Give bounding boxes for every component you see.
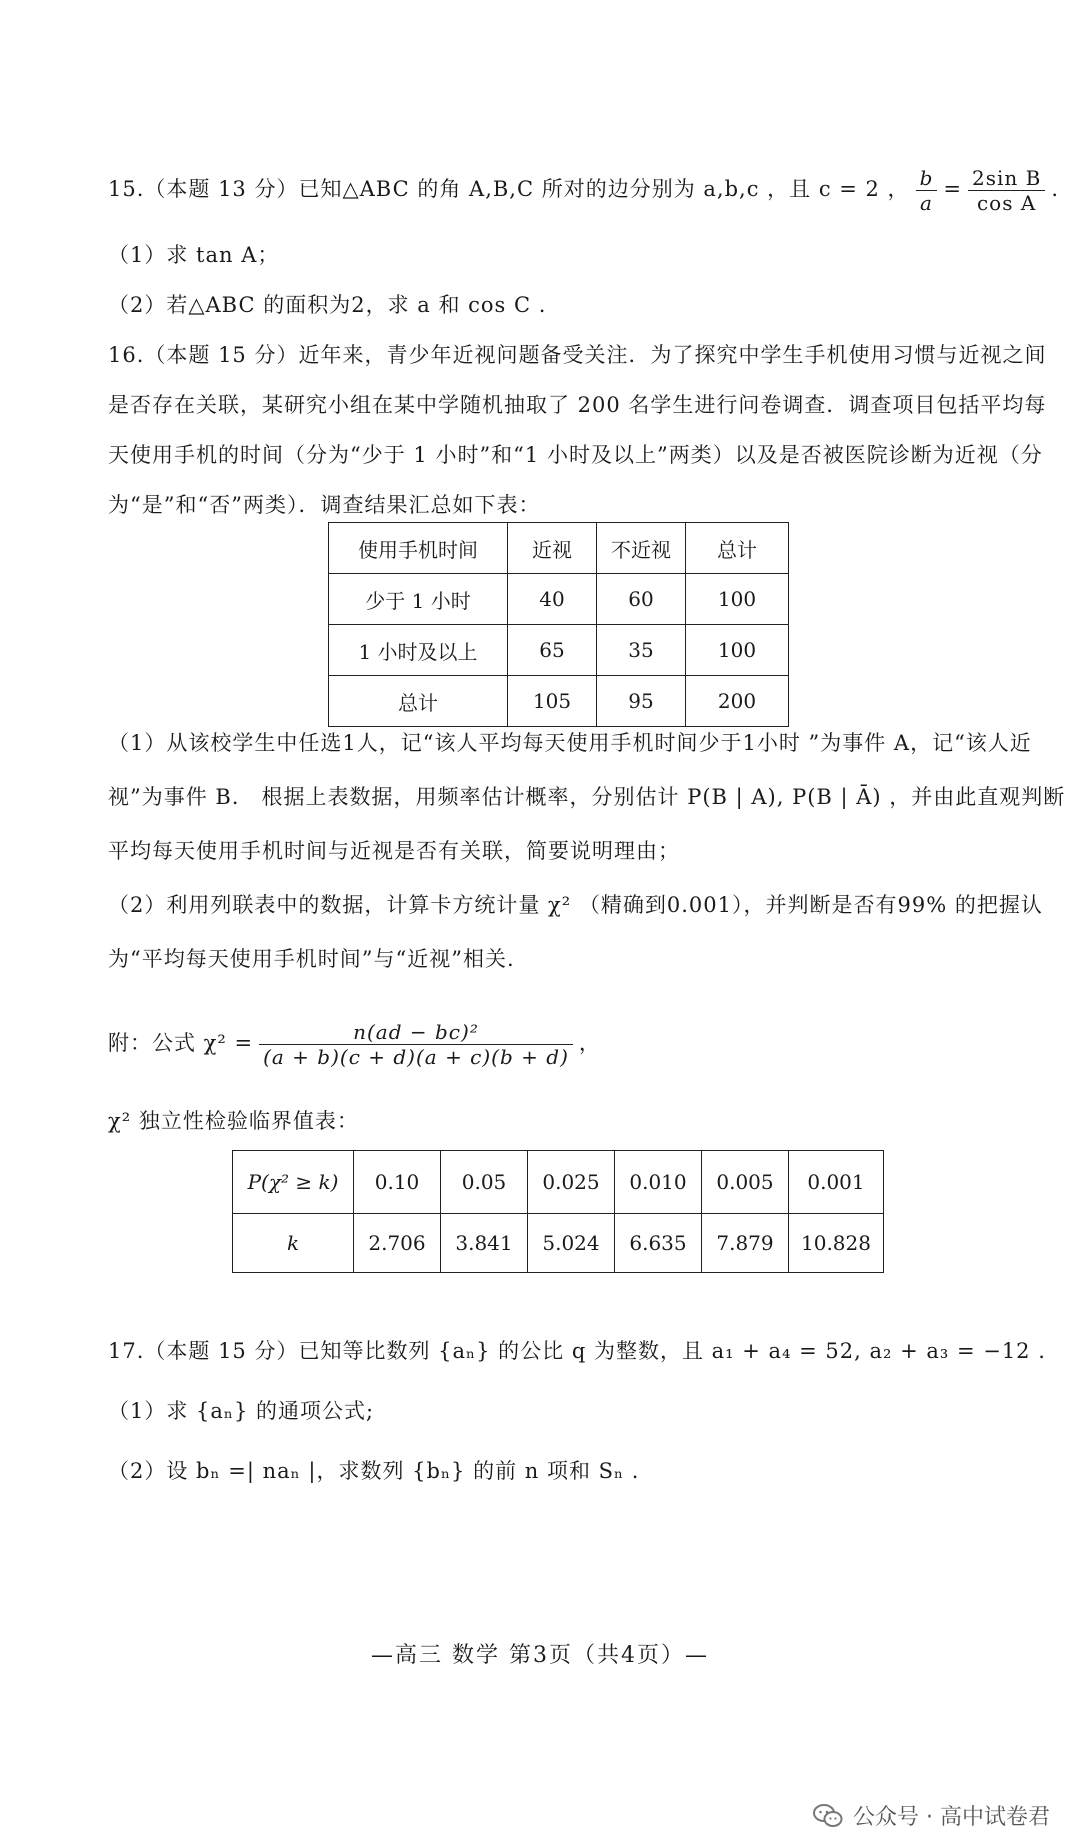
q16-part2-line2: 为“平均每天使用手机时间”与“近视”相关.: [108, 947, 515, 971]
q17-part2: （2）设 bₙ =| naₙ |，求数列 {bₙ} 的前 n 项和 Sₙ .: [108, 1459, 640, 1483]
fraction-b-over-a: $\frac{b}{a}$: [916, 166, 938, 215]
table-cell: 105: [508, 676, 597, 727]
table-cell: 100: [686, 625, 789, 676]
q16-stem-line3: 天使用手机的时间（分为“少于 1 小时”和“1 小时及以上”两类）以及是否被医院诊断为近视（分: [108, 443, 1043, 467]
q16-part1-line1: （1）从该校学生中任选1人，记“该人平均每天使用手机时间少于1小时 ”为事件 A，记“该人近: [108, 731, 1032, 755]
wechat-icon: [813, 1803, 843, 1829]
chi-square-fraction: $\frac{\text{n(ad − bc)²}}{(a + b)(c + d)(a + c)(b + d)}$: [259, 1020, 573, 1069]
table-cell: 6.635: [615, 1214, 702, 1273]
table-header-row: [329, 523, 789, 574]
page-footer: —高三 数学 第3页（共4页）—: [371, 1643, 709, 1668]
table-header-cell: 近视: [508, 523, 597, 574]
chi-square-formula: 附：公式 χ² = $\frac{\text{n(ad − bc)²}}{(a + b)(c + d)(a + c)(b + d)}$ ，: [108, 1020, 601, 1069]
table-cell: 95: [597, 676, 686, 727]
table-cell: 0.025: [528, 1151, 615, 1214]
critical-value-table: [232, 1150, 884, 1273]
q16-part1-line2: 视”为事件 B． 根据上表数据，用频率估计概率，分别估计 P(B | A), P(B | Ā) ，并由此直观判断: [108, 785, 1066, 809]
table-cell: 0.001: [789, 1151, 884, 1214]
q15-part1: （1）求 tan A；: [108, 243, 280, 267]
table-cell: k: [233, 1214, 354, 1273]
q16-stem-line1: 16.（本题 15 分）近年来，青少年近视问题备受关注．为了探究中学生手机使用习惯与近视之间: [108, 343, 1047, 367]
critical-value-caption: χ² 独立性检验临界值表：: [108, 1109, 359, 1133]
fraction-2sinB-over-cosA: $\frac{\text{2sin B}}{\text{cos A}}$: [968, 166, 1045, 215]
table-cell: 5.024: [528, 1214, 615, 1273]
table-cell: 10.828: [789, 1214, 884, 1273]
table-row: [233, 1214, 884, 1273]
contingency-table: [328, 522, 789, 727]
wechat-watermark: [813, 1800, 1050, 1831]
watermark-text: 公众号 · 高中试卷君: [853, 1805, 1050, 1830]
q16-stem-line2: 是否存在关联，某研究小组在某中学随机抽取了 200 名学生进行问卷调查．调查项目包括平均每: [108, 393, 1047, 417]
table-header-cell: 不近视: [597, 523, 686, 574]
table-row: [329, 625, 789, 676]
table-cell: 35: [597, 625, 686, 676]
table-header-cell: 总计: [686, 523, 789, 574]
table-cell: 总计: [329, 676, 508, 727]
table-cell: 3.841: [441, 1214, 528, 1273]
table-cell: 0.10: [354, 1151, 441, 1214]
table-cell: 2.706: [354, 1214, 441, 1273]
table-cell: 60: [597, 574, 686, 625]
table-header-cell: 使用手机时间: [329, 523, 508, 574]
q17-part1: （1）求 {aₙ} 的通项公式;: [108, 1399, 375, 1423]
table-cell: P(χ² ≥ k): [233, 1151, 354, 1214]
q16-part1-line3: 平均每天使用手机时间与近视是否有关联，简要说明理由；: [108, 839, 680, 863]
q15-part2: （2）若△ABC 的面积为2，求 a 和 cos C .: [108, 293, 547, 317]
table-cell: 0.005: [702, 1151, 789, 1214]
q15-stem: 15.（本题 13 分）已知△ABC 的角 A,B,C 所对的边分别为 a,b,c ，且 c = 2 ， $\frac{b}{a}$ = $\frac{\text{2sin B}}{\text{cos A}}$ .: [108, 166, 1059, 215]
table-cell: 40: [508, 574, 597, 625]
table-row: [329, 676, 789, 727]
table-cell: 少于 1 小时: [329, 574, 508, 625]
table-cell: 200: [686, 676, 789, 727]
table-row: [233, 1151, 884, 1214]
q16-stem-line4: 为“是”和“否”两类）．调查结果汇总如下表：: [108, 493, 541, 517]
table-cell: 0.010: [615, 1151, 702, 1214]
table-cell: 65: [508, 625, 597, 676]
table-cell: 1 小时及以上: [329, 625, 508, 676]
table-row: [329, 574, 789, 625]
table-cell: 100: [686, 574, 789, 625]
q17-stem: 17.（本题 15 分）已知等比数列 {aₙ} 的公比 q 为整数，且 a₁ + a₄ = 52, a₂ + a₃ = −12 .: [108, 1339, 1046, 1363]
table-cell: 0.05: [441, 1151, 528, 1214]
q16-part2-line1: （2）利用列联表中的数据，计算卡方统计量 χ² （精确到0.001），并判断是否有99% 的把握认: [108, 893, 1043, 917]
table-cell: 7.879: [702, 1214, 789, 1273]
